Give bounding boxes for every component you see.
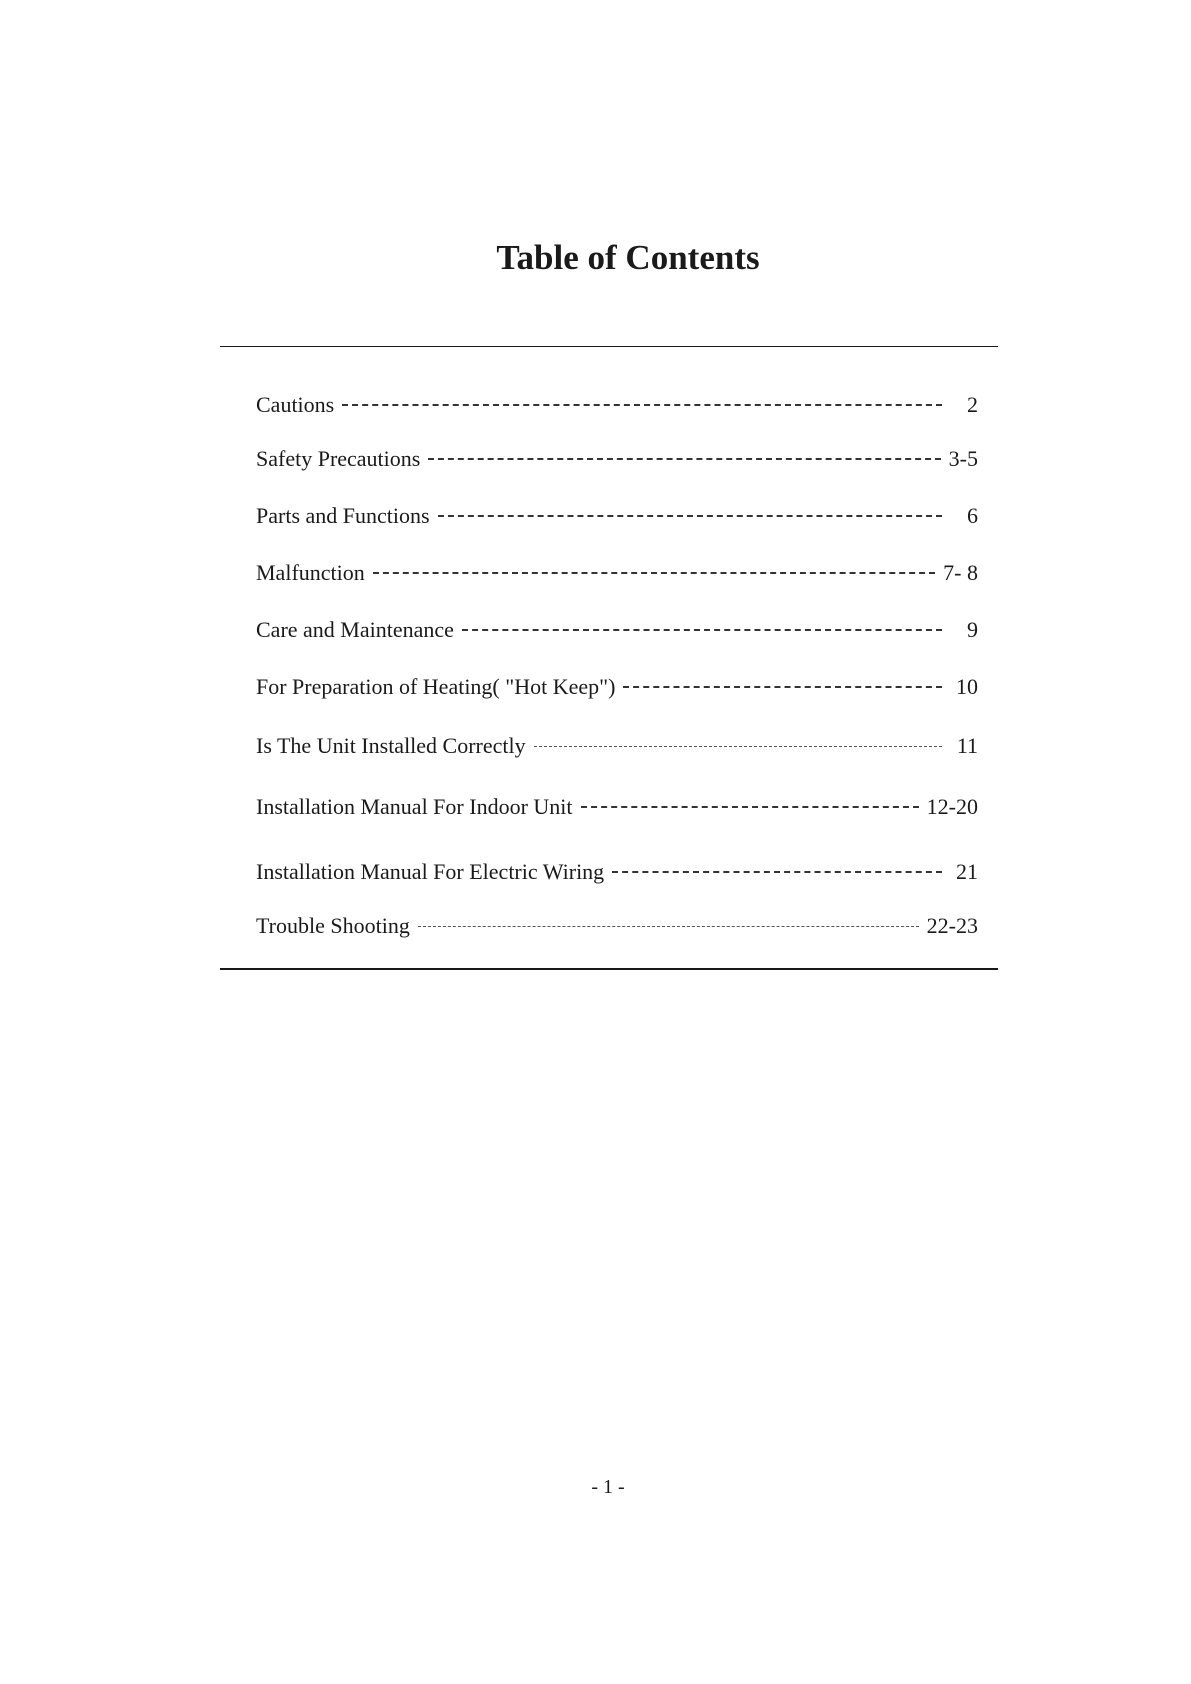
toc-entry-page: 12-20	[926, 794, 978, 819]
toc-entry-safety-precautions[interactable]	[256, 444, 978, 474]
toc-entry-page: 2	[967, 392, 978, 417]
toc-entry-care-and-maintenance[interactable]	[256, 615, 978, 645]
toc-entry-page: 7- 8	[943, 560, 978, 585]
toc-entry-malfunction[interactable]	[256, 558, 978, 588]
toc-entry-title: Is The Unit Installed Correctly	[256, 733, 526, 758]
bottom-divider	[220, 968, 998, 970]
toc-entry-page: 11	[956, 733, 978, 758]
toc-leader-dots	[428, 458, 940, 460]
toc-entry-cautions[interactable]	[256, 390, 978, 420]
toc-entry-trouble-shooting[interactable]	[256, 911, 978, 941]
toc-entry-title: Care and Maintenance	[256, 617, 454, 642]
page-title: Table of Contents	[496, 238, 760, 277]
toc-entry-title: Parts and Functions	[256, 503, 430, 528]
toc-entry-title: Safety Precautions	[256, 446, 421, 471]
toc-entry-title: Trouble Shooting	[256, 913, 410, 938]
toc-entry-title: Malfunction	[256, 560, 365, 585]
toc-entry-title: Installation Manual For Indoor Unit	[256, 794, 573, 819]
toc-entry-preparation-of-heating[interactable]	[256, 672, 978, 702]
toc-leader-dots	[462, 629, 942, 631]
toc-leader-dots	[418, 926, 919, 927]
toc-entry-title: Cautions	[256, 392, 335, 417]
toc-entry-page: 3-5	[948, 446, 978, 471]
toc-leader-dots	[438, 515, 942, 517]
toc-entry-page: 9	[967, 617, 978, 642]
top-divider	[220, 346, 998, 347]
toc-entry-page: 21	[956, 859, 978, 884]
toc-leader-dots	[581, 806, 919, 808]
page-number: - 1 -	[591, 1476, 625, 1498]
toc-entry-title: For Preparation of Heating( "Hot Keep")	[256, 674, 616, 699]
toc-leader-dots	[612, 871, 942, 873]
toc-entry-page: 6	[967, 503, 978, 528]
toc-entry-page: 10	[956, 674, 978, 699]
toc-entry-installation-electric-wiring[interactable]	[256, 857, 978, 887]
toc-entry-installation-indoor-unit[interactable]	[256, 792, 978, 822]
toc-leader-dots	[342, 404, 942, 406]
toc-entry-page: 22-23	[926, 913, 978, 938]
toc-entry-unit-installed-correctly[interactable]	[256, 731, 978, 761]
toc-leader-dots	[623, 686, 942, 688]
toc-entry-parts-and-functions[interactable]	[256, 501, 978, 531]
toc-entry-title: Installation Manual For Electric Wiring	[256, 859, 605, 884]
toc-leader-dots	[534, 746, 942, 747]
toc-leader-dots	[373, 572, 935, 574]
